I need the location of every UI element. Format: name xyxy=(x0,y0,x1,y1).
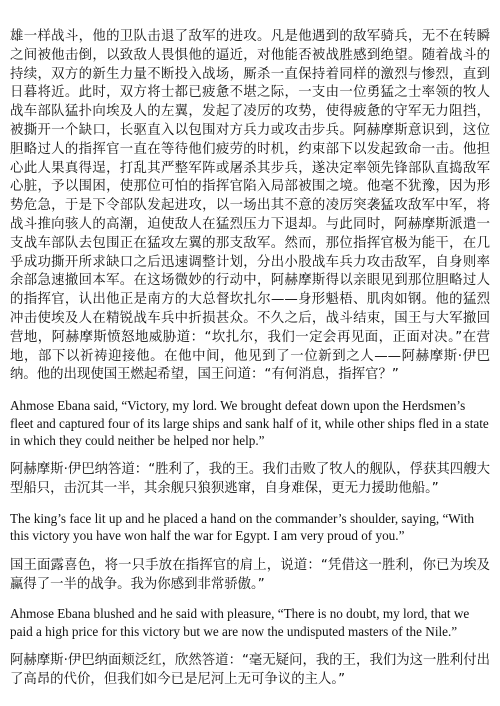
document-page xyxy=(10,28,490,701)
english-paragraph-masters-of-nile: Ahmose Ebana blushed and he said with pleasure, “There is no doubt, my lord, that we paid a high price for this victory but we are now the undisputed masters of the Nile.” xyxy=(10,606,470,639)
english-paragraph-victory-report: Ahmose Ebana said, “Victory, my lord. We brought defeat down upon the Herdsmen’s fleet and captured four of its large ships and sank half of it, while other ships fled in a state in which they could neither be helped nor help.” xyxy=(10,398,489,448)
chinese-paragraph-king-praise: 国王面露喜色，将一只手放在指挥官的肩上，说道：“凭借这一胜利，你已为埃及赢得了一半的战争。我为你感到非常骄傲。” xyxy=(10,557,490,592)
chinese-paragraph-masters-of-nile: 阿赫摩斯·伊巴纳面颊泛红，欣然答道：“毫无疑问，我的王，我们为这一胜利付出了高昂的代价，但我们如今已是尼河上无可争议的主人。” xyxy=(10,653,490,687)
english-paragraph-king-praise: The king’s face lit up and he placed a hand on the commander’s shoulder, saying, “With this victory you have won half the war for Egypt. I am very proud of you.” xyxy=(10,510,475,544)
chinese-paragraph-battle: 雄一样战斗，他的卫队击退了敌军的进攻。凡是他遇到的敌军骑兵，无不在转瞬之间被他击倒，以致敌人畏惧他的逼近，对他能否被战胜感到绝望。随着战斗的持续，双方的新生力量不断投入战场，厮杀一直保持着同样的激烈与惨烈，直到日暮将近。此时，双方将士都已疲惫不堪之际，一支由一位勇猛之士率领的牧人战车部队猛扑向埃及人的左翼，发起了凌厉的攻势，使得疲惫的守军无力阻挡，被撕开一个缺口，长驱直入以包围对方兵力或攻击步兵。阿赫摩斯意识到，这位胆略过人的指挥官一直在等待他们疲劳的时机，约束部下以发起致命一击。他担心此人果真得逞，打乱其严整军阵或屠杀其步兵，遂决定率领先锋部队直捣敌军心脏，予以围困，使那位可怕的指挥官陷入局部被围之境。他毫不犹豫，因为形势危急，于是下令部队发起进攻，以一场出其不意的凌厉突袭猛攻敌军中军，将战斗推向骇人的高潮，迫使敌人在猛烈压力下退却。与此同时，阿赫摩斯派遣一支战车部队去包围正在猛攻左翼的那支敌军。然而，那位指挥官极为能干，在几乎成功撕开所求缺口之后迅速调整计划，分出小股战车兵力攻击敌军，自身则率余部急速撤回本军。在这场微妙的行动中，阿赫摩斯得以亲眼见到那位胆略过人的指挥官，认出他正是南方的大总督坎扎尔——身形魁梧、肌肉如钢。他的猛烈冲击使埃及人在精锐战车兵中折损甚众。不久之后，战斗结束，国王与大军撤回营地，阿赫摩斯愤怒地威胁道：“坎扎尔，我们一定会再见面，正面对决。”在营地，部下以祈祷迎接他。在他中间，他见到了一位新到之人——阿赫摩斯·伊巴纳。他的出现使国王燃起希望，国王问道：“有何消息，指挥官？” xyxy=(10,29,490,383)
chinese-paragraph-victory-report: 阿赫摩斯·伊巴纳答道：“胜利了，我的王。我们击败了牧人的舰队，俘获其四艘大型船只，击沉其一半，其余舰只狼狈逃窜，自身难保，更无力援助他船。” xyxy=(10,462,490,497)
